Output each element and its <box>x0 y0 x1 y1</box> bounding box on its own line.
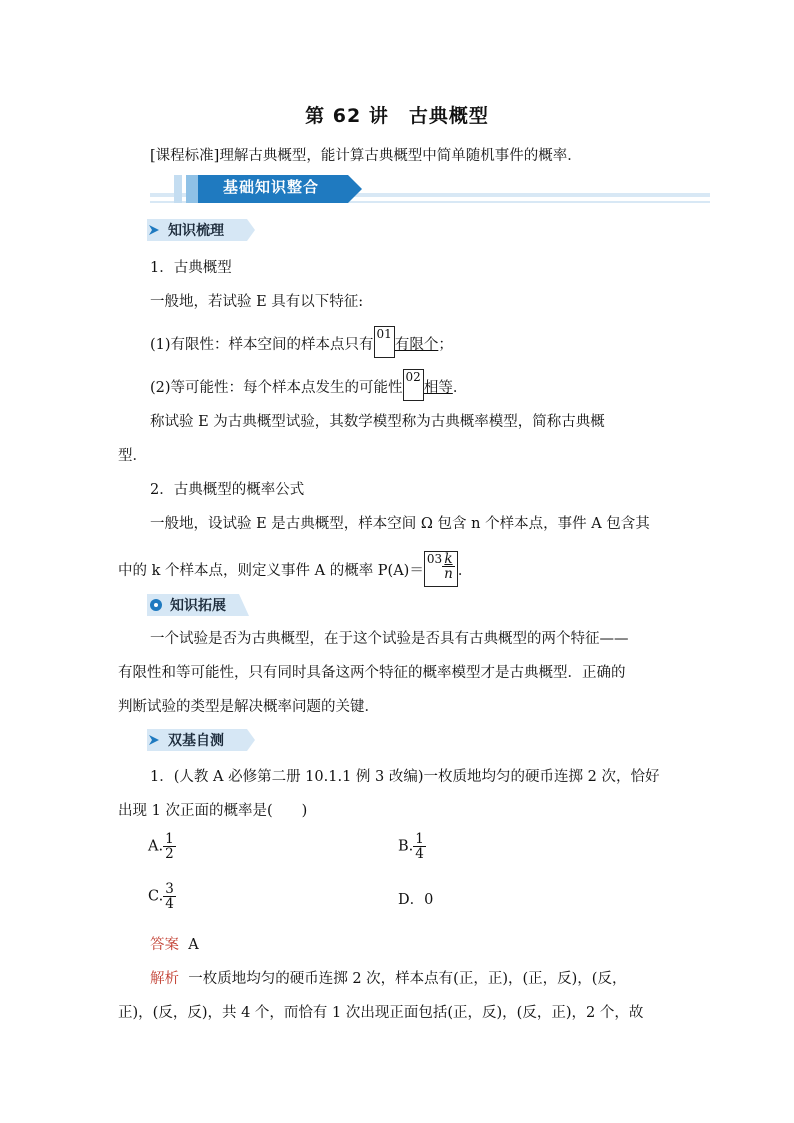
extension-line2: 有限性和等可能性，只有同时具备这两个特征的概率模型才是古典概型．正确的 <box>118 665 626 681</box>
formula-line2: 中的 k 个样本点，则定义事件 A 的概率 P(A)＝03 $\frac{k}{n}$ ． <box>118 553 472 589</box>
analysis-line2: 正)，(反，反)，共 4 个，而恰有 1 次出现正面包括(正，反)，(反，正)，2 个，故 <box>118 1005 644 1021</box>
option-d: D．0 <box>398 892 434 908</box>
analysis-label: 解析 <box>150 971 179 987</box>
analysis-line1: 解析 一枚质地均匀的硬币连掷 2 次，样本点有(正，正)，(正，反)，(反， <box>150 971 627 987</box>
option-b-fraction: $\frac{1}{4}$ <box>415 831 424 862</box>
feature2-line: (2)等可能性：每个样本点发生的可能性02相等． <box>150 372 467 404</box>
feature2-answer: 相等 <box>423 380 453 396</box>
feature1-answer: 有限个 <box>394 337 439 353</box>
feature2-text: (2)等可能性：每个样本点发生的可能性 <box>150 380 403 396</box>
answer-box-02: 02 <box>403 369 424 401</box>
feature1-line: (1)有限性：样本空间的样本点只有01有限个； <box>150 329 453 361</box>
title-text: 古典概型 <box>408 105 489 127</box>
extension-line1: 一个试验是否为古典概型，在于这个试验是否具有古典概型的两个特征—— <box>150 631 629 647</box>
sub-head-knowledge: 知识梳理 <box>168 223 224 239</box>
definition-line2: 型． <box>118 448 147 464</box>
sub-head-self-test: 双基自测 <box>168 733 224 749</box>
option-c: C. $\frac{3}{4}$ <box>148 881 174 912</box>
question1-line1: 1．(人教 A 必修第二册 10.1.1 例 3 改编)一枚质地均匀的硬币连掷 2 次，恰好 <box>150 769 660 785</box>
banner-title: 基础知识整合 <box>223 178 320 196</box>
intro-text: 一般地，若试验 E 具有以下特征: <box>150 294 364 310</box>
feature1-text: (1)有限性：样本空间的样本点只有 <box>150 337 374 353</box>
option-a: A. $\frac{1}{2}$ <box>148 831 174 862</box>
extension-line3: 判断试验的类型是解决概率问题的关键． <box>118 699 379 715</box>
definition-line1: 称试验 E 为古典概型试验，其数学模型称为古典概率模型，简称古典概 <box>150 414 605 430</box>
answer-label: 答案 <box>150 937 179 953</box>
answer-value: A <box>188 937 199 953</box>
answer-box-01: 01 <box>374 326 395 358</box>
formula-fraction: $\frac{k}{n}$ <box>444 551 453 582</box>
item1-title: 1．古典概型 <box>150 260 232 276</box>
option-b: B. $\frac{1}{4}$ <box>398 831 424 862</box>
option-a-fraction: $\frac{1}{2}$ <box>165 831 174 862</box>
title-number: 第 62 讲 <box>305 105 389 127</box>
answer-box-03: 03 $\frac{k}{n}$ <box>424 551 458 587</box>
sub-head-extension: 知识拓展 <box>170 598 226 614</box>
option-c-fraction: $\frac{3}{4}$ <box>165 881 174 912</box>
formula-line1: 一般地，设试验 E 是古典概型，样本空间 Ω 包含 n 个样本点，事件 A 包含其 <box>150 516 650 532</box>
page-title <box>0 101 794 128</box>
item2-title: 2．古典概型的概率公式 <box>150 482 305 498</box>
course-standard: [课程标准]理解古典概型，能计算古典概型中简单随机事件的概率． <box>150 148 582 164</box>
formula-text: 中的 k 个样本点，则定义事件 A 的概率 P(A)＝ <box>118 563 424 579</box>
answer-line <box>150 935 199 955</box>
question1-line2: 出现 1 次正面的概率是( ) <box>118 803 308 819</box>
